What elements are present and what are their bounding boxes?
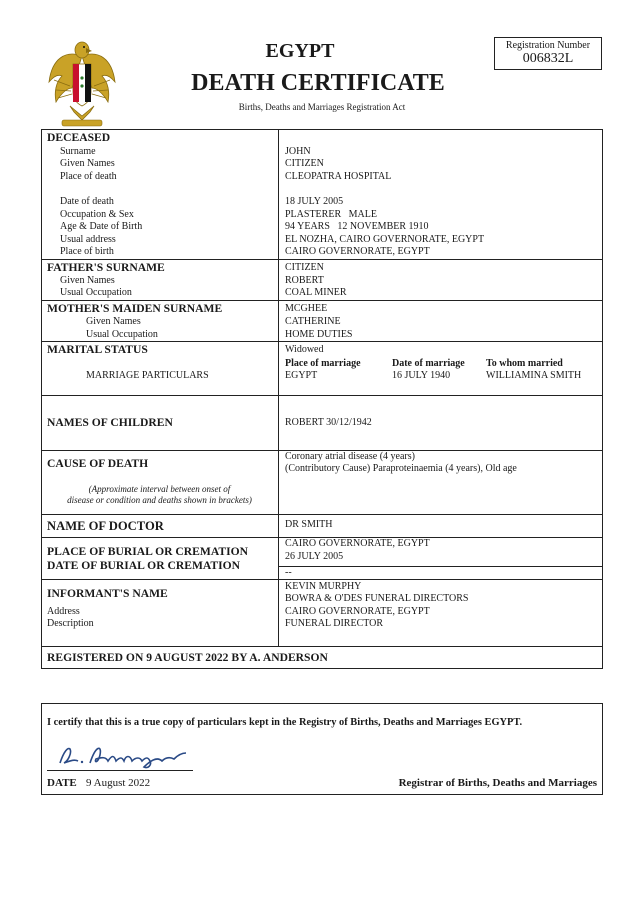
mother-value: CATHERINE	[285, 316, 341, 327]
informant-label: Description	[47, 618, 94, 629]
deceased-value: EL NOZHA, CAIRO GOVERNORATE, EGYPT	[285, 234, 485, 245]
deceased-label: Place of birth	[60, 246, 114, 257]
document-title: DEATH CERTIFICATE	[191, 70, 445, 96]
row-separator	[41, 300, 603, 301]
informant-value: KEVIN MURPHY	[285, 581, 362, 592]
act-subtitle: Births, Deaths and Marriages Registration Act	[238, 102, 406, 112]
registered-line: REGISTERED ON 9 AUGUST 2022 BY A. ANDERSON	[47, 651, 328, 664]
date-of-marriage-header: Date of marriage	[392, 358, 465, 369]
country-title: EGYPT	[265, 40, 335, 62]
mother-value: MCGHEE	[285, 303, 328, 314]
certify-date-value: 9 August 2022	[86, 777, 151, 789]
burial-place-value: CAIRO GOVERNORATE, EGYPT	[285, 538, 430, 549]
deceased-label: Surname	[60, 146, 96, 157]
place-of-marriage-header: Place of marriage	[285, 358, 361, 369]
mother-value: HOME DUTIES	[285, 329, 353, 340]
cause-note	[41, 484, 278, 506]
children-value: ROBERT 30/12/1942	[285, 417, 372, 428]
deceased-label: Place of death	[60, 171, 117, 182]
father-label: Given Names	[60, 275, 115, 286]
signature-line	[47, 770, 193, 771]
deceased-label: Usual address	[60, 234, 116, 245]
deceased-value: PLASTERER MALE	[285, 209, 377, 220]
registration-label: Registration Number	[505, 40, 591, 51]
row-separator	[41, 646, 603, 647]
father-value: COAL MINER	[285, 287, 347, 298]
marriage-particulars-label: MARRIAGE PARTICULARS	[86, 370, 209, 381]
deceased-value: 94 YEARS 12 NOVEMBER 1910	[285, 221, 429, 232]
cause-heading: CAUSE OF DEATH	[47, 457, 149, 470]
marital-status-value: Widowed	[285, 344, 324, 355]
certify-statement: I certify that this is a true copy of particulars kept in the Registry of Births, Deaths and Marriages EGYPT.	[47, 717, 523, 728]
deceased-label: Occupation & Sex	[60, 209, 134, 220]
father-value: CITIZEN	[285, 262, 324, 273]
row-separator-partial	[278, 566, 603, 567]
mother-label: Given Names	[86, 316, 141, 327]
deceased-value: CITIZEN	[285, 158, 324, 169]
row-separator	[41, 514, 603, 515]
deceased-value: 18 JULY 2005	[285, 196, 344, 207]
children-heading: NAMES OF CHILDREN	[47, 416, 173, 429]
mother-heading: MOTHER'S MAIDEN SURNAME	[47, 302, 223, 315]
deceased-value: CAIRO GOVERNORATE, EGYPT	[285, 246, 430, 257]
certify-date-label: DATE	[47, 777, 77, 789]
father-label: Usual Occupation	[60, 287, 132, 298]
burial-date-value: 26 JULY 2005	[285, 551, 344, 562]
informant-value: BOWRA & O'DES FUNERAL DIRECTORS	[285, 593, 469, 604]
registration-number-box	[494, 37, 602, 70]
row-separator	[41, 579, 603, 580]
informant-label: Address	[47, 606, 80, 617]
deceased-value: JOHN	[285, 146, 311, 157]
registration-number: 006832L	[522, 51, 574, 66]
mother-label: Usual Occupation	[86, 329, 158, 340]
row-separator	[41, 259, 603, 260]
cause-note-line: (Approximate interval between onset of	[88, 484, 231, 494]
informant-value: FUNERAL DIRECTOR	[285, 618, 384, 629]
informant-value: CAIRO GOVERNORATE, EGYPT	[285, 606, 430, 617]
column-divider	[278, 129, 279, 646]
doctor-heading: NAME OF DOCTOR	[47, 519, 164, 533]
cause-note-line: disease or condition and deaths shown in brackets)	[67, 495, 252, 505]
registrar-title: Registrar of Births, Deaths and Marriages	[398, 777, 597, 789]
date-of-marriage-value: 16 JULY 1940	[392, 370, 451, 381]
row-separator	[41, 395, 603, 396]
burial-place-heading: PLACE OF BURIAL OR CREMATION	[47, 545, 248, 558]
cause-value: (Contributory Cause) Paraproteinaemia (4 years), Old age	[285, 463, 517, 474]
to-whom-married-value: WILLIAMINA SMITH	[486, 370, 582, 381]
cause-value: Coronary atrial disease (4 years)	[285, 451, 415, 462]
registrar-signature	[56, 741, 191, 771]
deceased-value: CLEOPATRA HOSPITAL	[285, 171, 392, 182]
father-value: ROBERT	[285, 275, 324, 286]
deceased-heading: DECEASED	[47, 131, 111, 144]
to-whom-married-header: To whom married	[486, 358, 563, 369]
deceased-label: Date of death	[60, 196, 114, 207]
burial-dash: --	[285, 567, 292, 578]
burial-date-heading: DATE OF BURIAL OR CREMATION	[47, 559, 241, 572]
marital-heading: MARITAL STATUS	[47, 343, 148, 356]
deceased-label: Given Names	[60, 158, 115, 169]
deceased-label: Age & Date of Birth	[60, 221, 143, 232]
doctor-value: DR SMITH	[285, 519, 333, 530]
informant-heading: INFORMANT'S NAME	[47, 587, 168, 600]
father-heading: FATHER'S SURNAME	[47, 261, 165, 274]
place-of-marriage-value: EGYPT	[285, 370, 318, 381]
